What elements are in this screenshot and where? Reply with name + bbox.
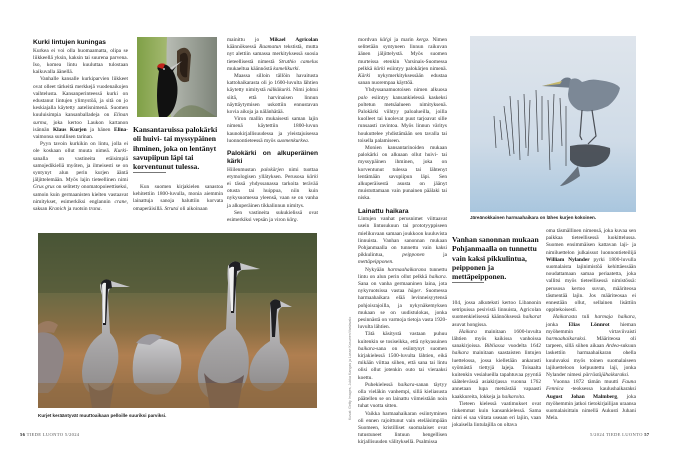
italic-term: käŕgi xyxy=(379,37,392,43)
body-paragraph xyxy=(452,401,541,430)
heron-photo-caption: Järeänokkainen harmaahaikara on lähes kurjen kokoinen. xyxy=(470,215,597,220)
text-run: ja xyxy=(424,252,447,259)
text-run: pyrki 1800-luvulla suomalaista lajinimistöä kehittäessään noudattamaan samaa periaatetta, joka vallitsi myös tieteellisessä nimistössä: perusosa kertoo suvun, määriteosa täsmentää lajin. Jos määriteosaa ei ennestään ollut, sellainen lisättiin oppitekoisesti. xyxy=(546,256,636,314)
italic-term: harmaja haikara xyxy=(594,314,635,321)
italic-term: Ardea xyxy=(605,343,619,350)
body-paragraph xyxy=(546,314,636,379)
text-run: Yhdyssanamuotoisen nimen alkuosa xyxy=(365,87,447,94)
right-column-3 xyxy=(546,228,636,422)
italic-term: haikara xyxy=(429,273,446,280)
text-run: . xyxy=(392,259,394,266)
text-run: ja ruotsin xyxy=(66,205,89,212)
italic-term: haikaroita xyxy=(501,393,524,400)
text-run: . xyxy=(100,205,102,212)
bold-name: Mikael Agricolan xyxy=(269,37,318,43)
text-run: Sen vastineita sukukielissä ovat esimerkiksi vepsän ja viron xyxy=(227,209,318,223)
text-run: Nykyään xyxy=(365,266,388,273)
bold-name: Elina xyxy=(114,126,127,133)
italic-term: haikara xyxy=(452,350,469,357)
body-paragraph xyxy=(227,167,318,210)
italic-term: palokärjen xyxy=(260,166,284,173)
text-run: vuodelta 1642 xyxy=(504,343,541,350)
text-run: , jonka xyxy=(546,314,636,328)
left-column-3 xyxy=(227,37,319,223)
text-run: Kurkea ei voi olla huomaamatta, olipa se liikkeellä yksin, kaksin tai suurena parvena. Iso, komea lintu kuuluttaa tulostaan kaikuvalla äänellä. xyxy=(33,47,128,76)
text-run: -sanalla on vastineita etäisimpiä samojedikieliä myöten, ja ilmeisesti se on syntynyt alun perin kurjen ääntä jäljittelemään. Myös lajin tieteellinen nimi xyxy=(33,148,128,184)
italic-term: Bibliassa xyxy=(484,343,505,350)
text-run: mainittu jo xyxy=(227,37,270,43)
body-paragraph xyxy=(227,116,318,145)
heron-photo xyxy=(470,36,636,212)
bold-name: William Nylander xyxy=(546,256,590,263)
italic-term: crane xyxy=(114,198,127,205)
text-run: Tätä käsitystä vastaan puhuu kuitenkin se tosiseikka, että nykyasuinen xyxy=(358,331,447,345)
text-run: Vuonna 1872 tämän muutti xyxy=(553,379,623,386)
text-run: Maassa silloin tällöin havaitusta kattohaikarasta oli jo 1600-luvulta lähtien käytetty nimitystä xyxy=(227,73,318,94)
left-column-1 xyxy=(33,39,128,217)
text-run: Lainattu haikara xyxy=(358,207,409,215)
italic-term: Grus grus xyxy=(33,184,55,191)
body-paragraph xyxy=(227,210,318,224)
italic-term: haikarat xyxy=(522,314,541,321)
italic-term: kärki xyxy=(307,173,318,180)
text-run: . Suomessa harmaahaikara elää levinneisyytensä pohjoisrajoilla, ja nykynäkemyksen mukaan se on uudistulokas, jonka pesinnästä on varmoja tietoja vasta 1920-luvulta lähtien. xyxy=(358,288,447,331)
italic-term: kamelikurki xyxy=(273,65,299,72)
woodpecker-photo xyxy=(137,37,217,117)
pull-quote-woodpecker: Kansantaruissa palokärki oli huivi- tai myssypäinen ihminen, joka on lentänyt savupiipun läpi tai korventunut tulessa. xyxy=(133,125,218,172)
text-run: oma täsmällinen nimensä, joka kuvaa sen paikkaa tieteellisessä luokittelussa. Suomen ensimmäisen kattavan laji- ja nimiluettelon julkaissut luonnontieteilijä xyxy=(546,228,636,256)
italic-term: nälkäkurki xyxy=(267,87,291,94)
text-run: Puhekielessä xyxy=(365,381,398,388)
italic-term: haikara xyxy=(397,381,415,388)
text-run: käännöksessä xyxy=(227,44,260,51)
cranes-in-field-image xyxy=(38,233,317,408)
magazine-name: TIEDE LUONTO xyxy=(605,432,643,437)
text-run: . Sana on vanha germaaninen laina, jota nykyruotsissa vastaa xyxy=(358,273,447,295)
text-run: Kun suomen kirjakielen sanastoa kehitettiin 1800-luvulla, monia aiemmin lainattuja sanoja haluttiin korvata omaperäisillä. xyxy=(133,184,223,212)
text-run: , joka myöhemmin jatkoi tietokirjailijan uraansa suomalaisittain nimellä Aukusti Juhani Mela. xyxy=(546,393,636,422)
body-paragraph xyxy=(33,48,128,77)
body-paragraph xyxy=(358,37,447,87)
issue-number: 5/2024 xyxy=(64,432,80,437)
italic-term: harmaahaikaraksi xyxy=(546,336,586,343)
photo-credit: Kuvat: Getty Images, Jukka Kangas ja Lasse Kosunen/Vastavalo xyxy=(348,316,352,420)
text-run: , joka kertoo Laukon kartanon isännän xyxy=(33,119,128,133)
italic-term: Elinan surma xyxy=(33,112,128,126)
text-run: 104, jossa alkuteksti kertoo Libanonin setripuissa pesivistä linnuista, Agricolan suomenkielisessä käännöksessä xyxy=(452,300,541,321)
cranes-photo xyxy=(38,233,317,408)
body-paragraph xyxy=(358,382,447,411)
text-run: mainitaan 1600-luvulta lähtien myös kaikissa vanhoissa sanakirjoissa. xyxy=(452,328,541,350)
italic-term: kärg xyxy=(286,216,297,223)
text-run: ja hänen xyxy=(86,126,115,133)
italic-term: mettäpeipponen xyxy=(358,259,393,266)
text-run: ja marin xyxy=(391,37,417,43)
text-run: mordvan xyxy=(358,37,380,43)
pull-quote-heron: Vanhan sanonnan mukaan Pohjanmaalla on tunnettu vain kaksi pikkulintua, peipponen ja mettäpeipponen. xyxy=(452,235,539,282)
body-paragraph xyxy=(546,228,636,314)
text-run: Kurki lintujen kuningas xyxy=(33,39,106,46)
text-run: Palokärki on alkuperäinen kärki xyxy=(227,150,318,166)
text-run: nimi tuottaa etymologisen yllätyksen. Perusosa xyxy=(227,166,318,180)
text-run: -teoksessa kaulushaikaraksi xyxy=(563,386,636,393)
body-paragraph xyxy=(358,87,447,145)
text-run: -vaimonsa surullisen tarinan. xyxy=(33,126,128,140)
text-run: Vanhalle kansalle kurkiparvien liikkeet ovat olleet tärkeitä merkkejä vuodenaikojen vaihtelusta. Kansanperinteessä kurki on edustanut lintujen ylimystöä, ja sitä on jo keskiajalla käytetty aatelisnimenä. Suomen kuuluisimpia kansanballadeja on xyxy=(33,76,128,119)
italic-term: häger xyxy=(408,288,421,295)
italic-term: Kurki xyxy=(114,148,127,155)
text-run: Vaikka harmaahaikaran esiintyminen oli ennen rajoittunut vain eteläisimpään Suomeen, kristilliset suomalaiset ovat tutustuneet lintuun hengellisen kirjallisuuden välityksellä. Psalmissa xyxy=(358,410,447,446)
text-run: esiintyy kansankielessä kaskeksi poltetun metsäalueen nimityksenä. Palokärki viihtyy paloalueilla, joilla kuolleet tai kuolevat puut tarjoavat sille runsaasti ravintoa. Myös linnun väritys houkuttelee yhdistämään sen tavalla tai toisella palamiseen. xyxy=(358,94,447,144)
text-run: -sana on esiintynyt suomen kirjakielessä 1500-luvulta lähtien, eikä mikään viittaa siihen, että sana tai lintu olisi ollut jotenkin outo tai vieraaksi koettu. xyxy=(358,345,447,381)
right-column-1 xyxy=(358,37,447,446)
magazine-name: TIEDE LUONTO xyxy=(26,432,64,437)
italic-term: palo xyxy=(358,94,368,101)
text-run: mukaeltua käännöstä xyxy=(227,65,274,72)
italic-term: Strutsi xyxy=(164,205,179,212)
text-run: . xyxy=(523,393,526,400)
bold-name: August Johan Malmberg xyxy=(546,393,618,400)
body-paragraph xyxy=(452,329,541,401)
text-run: . Nimi johtui siitä, että harvinaisen linnun näyttäytymisen uskottiin ennustavan kovia aikoja ja nälänhätää. xyxy=(227,87,319,116)
text-run: . xyxy=(307,137,310,144)
italic-term: kergə xyxy=(416,37,429,43)
section-heading xyxy=(227,150,318,166)
text-run: asuvat hongissa. xyxy=(452,321,488,328)
text-run: Lintujen vanhat perusnimet viittaavat usein lintusukuun tai prototyyppiseen mielikuvaan samaan joukkoon kuuluvista linnuista. Vanhan sanonnan mukaan Pohjanmaalla on tunnettu vain kaksi pikkulintua, xyxy=(358,216,447,259)
text-run: tekstistä, mutta nyt alettiin samassa merkityksessä suosia tieteellisestä nimestä xyxy=(227,44,318,65)
section-heading xyxy=(33,39,128,47)
body-paragraph xyxy=(227,73,318,116)
text-run: oli aikoinaan xyxy=(178,205,208,212)
text-run: . xyxy=(627,372,630,379)
text-run: mainitaan saastaisten lintujen luettelossa, jossa kielletään ankarasti syömästä tiettyjä lajeja. Toisaalta kuitenkin vesialueilla tapahtuvaa pyyntiä säätelevässä asiakirjassa vuonna 1762 annetaan lupa metsästää vapaasti kaakkureita, lokkeja ja xyxy=(452,350,541,400)
italic-term: peipponen xyxy=(402,252,425,259)
italic-term: Kärki xyxy=(358,73,371,80)
page-number: 56 xyxy=(20,432,26,437)
italic-term: Struthio camelus xyxy=(278,58,318,65)
bold-name: Elias Lönnrot xyxy=(568,321,610,328)
italic-term: pärrästäjähaikaraksi xyxy=(582,372,628,379)
text-run: . Määriteosa oli tarpeen, sillä siihen aikaan xyxy=(546,336,636,350)
italic-term: haikara xyxy=(358,345,375,352)
cranes-photo-caption: Kurjet kerääntyvät muuttoaikaan pelloille suuriksi parviksi. xyxy=(38,413,167,418)
page-number: 57 xyxy=(644,432,650,437)
text-run: esiintyy palokärjen nimenä. xyxy=(385,65,447,72)
body-paragraph xyxy=(358,145,447,203)
text-run: . Nimen selitetään syntyneen linnun raikuvan äänen jäljittelystä. Myös suomen murteissa etenkin Varsinais-Suomessa pelkkä xyxy=(358,37,447,72)
body-paragraph xyxy=(33,76,128,141)
body-paragraph xyxy=(358,331,447,381)
text-run: on selitetty onomatopoieettiseksi, samoin kuin germaanisten kielten vastaavat nimitykset, esimerkiksi englannin xyxy=(33,184,128,205)
grey-heron-image xyxy=(470,36,636,212)
body-paragraph xyxy=(358,411,447,447)
text-run: Pyyn tavoin kurkikin on lintu, jolla ei ole koskaan ollut muuta nimeä. xyxy=(33,141,128,155)
italic-term: trana xyxy=(88,205,101,212)
left-page-footer xyxy=(20,432,79,437)
italic-term: harmaahaikarana xyxy=(387,266,427,273)
text-run: hieman myöhemmin virtaviivaisti xyxy=(546,321,636,335)
text-run: -sukuun laskettiin harmaahaikaran ohella kuuluvaksi myös toinen suomalaiseen lajiluetteloon kelpuutettu laji, jonka Nylander nimesi xyxy=(546,343,636,379)
body-paragraph xyxy=(358,216,447,266)
text-run: tunnettu lintu on alun perin ollut pelkkä xyxy=(358,266,447,280)
right-page-footer xyxy=(590,432,649,437)
body-paragraph xyxy=(227,37,318,73)
body-paragraph xyxy=(452,300,541,329)
body-paragraph xyxy=(133,184,223,213)
text-run: . xyxy=(298,65,300,72)
body-paragraph xyxy=(358,267,447,332)
body-paragraph xyxy=(33,141,128,213)
italic-term: Haikara xyxy=(459,328,477,335)
italic-term: Fauna Fennica xyxy=(546,379,636,393)
left-column-2 xyxy=(133,184,223,216)
text-run: ei tässä yhdyssanassa tarkoita terävää otusta tai huippua, niin kuin nykysuomessa yleensä, vaan se on vanha ja alkuperäinen tikkalinnun nimitys. xyxy=(227,180,318,209)
text-run: Viron mallin mukaisesti saman lajin nimenä käytettiin 1800-luvun kaunokirjallisuudessa ja yleistajuisessa luonnontieteessä myös xyxy=(227,116,318,144)
text-run: Monien kansantarinoiden mukaan palokärki on alkuaan ollut huivi- tai myssypäinen ihminen, joka on korventunut tulessa tai lähtenyt lentämään savupiipun läpi. Sen alkuperäisestä asusta on jäänyt muistuttamaan vain punainen päälaki tai niska. xyxy=(358,145,447,202)
pull-quote-divider-right xyxy=(452,282,484,283)
text-run: . xyxy=(296,216,298,223)
text-run: tuli xyxy=(577,314,595,321)
italic-term: Raamatun xyxy=(259,44,282,51)
italic-term: suomenkurkea xyxy=(276,137,308,144)
issue-number: 5/2024 xyxy=(590,432,605,437)
text-run: Tieteen kielessä vaatimukset ovat tiukemmat kuin kansankielessä. Sama nimi ei saa viitata useaan eri lajiin, vaan jokaisella lintulajilla on oltava xyxy=(452,400,541,429)
body-paragraph xyxy=(546,379,636,422)
text-run: nykymerkityksessään edustaa sanan nuorempaa käyttöä. xyxy=(358,73,447,87)
italic-term: kärki xyxy=(374,65,386,72)
italic-term: Kranich xyxy=(48,205,67,212)
text-run: Hiilenmustan xyxy=(227,166,261,173)
black-woodpecker-image xyxy=(137,37,217,117)
text-run: , saksan xyxy=(33,198,128,212)
pull-quote-divider xyxy=(133,172,166,173)
bold-name: Klaus Kurjen xyxy=(52,126,87,133)
section-heading xyxy=(358,208,447,216)
italic-term: Haikarasta xyxy=(553,314,578,321)
text-run: -sanan täytyy olla vieläkin vanhempi, sillä kieliasusta päätellen se on lainattu viimeistään noin tuhat vuotta sitten. xyxy=(358,381,447,410)
right-column-2 xyxy=(452,300,541,437)
